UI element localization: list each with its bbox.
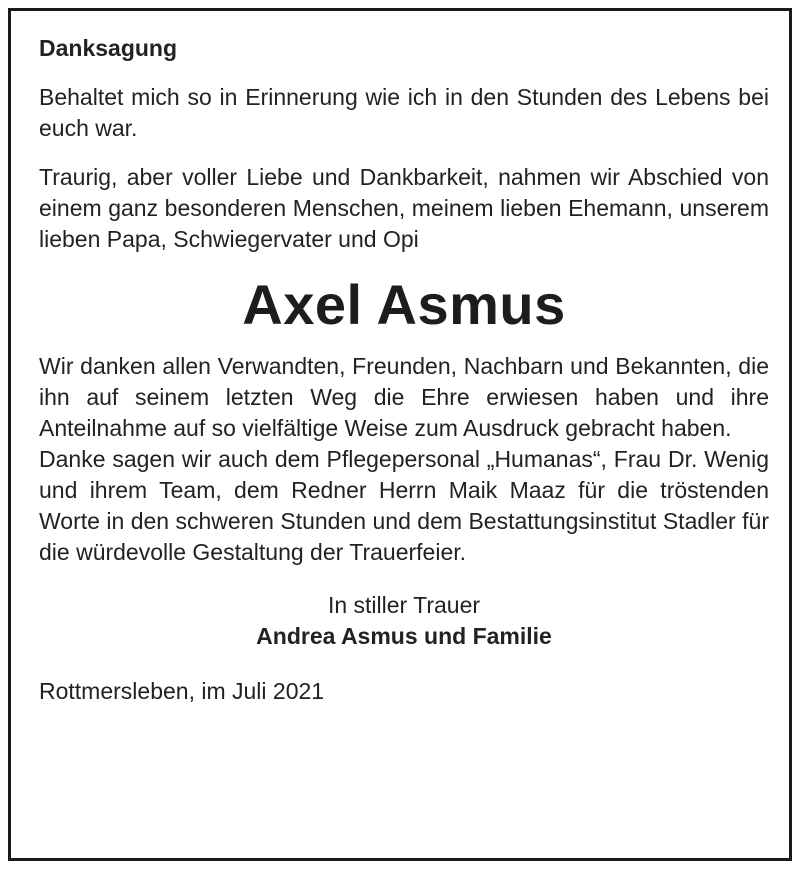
notice-frame bbox=[8, 8, 792, 861]
deceased-name: Axel Asmus bbox=[242, 273, 566, 336]
thanks-paragraph-2: Danke sagen wir auch dem Pflegepersonal „Humanas“, Frau Dr. Wenig und ihrem Team, dem Redner Herrn Maik Maaz für die tröstenden Worte in den schweren Stunden und dem Bestattungsinstitut Stadler für die würdevolle Gestaltung der Trauerfeier. bbox=[39, 446, 769, 565]
quote-text: Behaltet mich so in Erinnerung wie ich in den Stunden des Lebens bei euch war. bbox=[39, 84, 769, 141]
notice-content bbox=[39, 33, 769, 707]
mourning-line: In stiller Trauer bbox=[327, 592, 481, 618]
thanks-paragraph-1: Wir danken allen Verwandten, Freunden, Nachbarn und Bekannten, die ihn auf seinem letzten Weg die Ehre erwiesen haben und ihre Anteilnahme auf so vielfältige Weise zum Ausdruck gebracht haben. bbox=[39, 353, 769, 441]
family-signature: Andrea Asmus und Familie bbox=[256, 623, 552, 649]
notice-heading: Danksagung bbox=[39, 35, 178, 61]
intro-text: Traurig, aber voller Liebe und Dankbarkeit, nahmen wir Abschied von einem ganz besonderen Menschen, meinem lieben Ehemann, unserem lieben Papa, Schwiegervater und Opi bbox=[39, 164, 769, 252]
place-date: Rottmersleben, im Juli 2021 bbox=[39, 678, 325, 704]
